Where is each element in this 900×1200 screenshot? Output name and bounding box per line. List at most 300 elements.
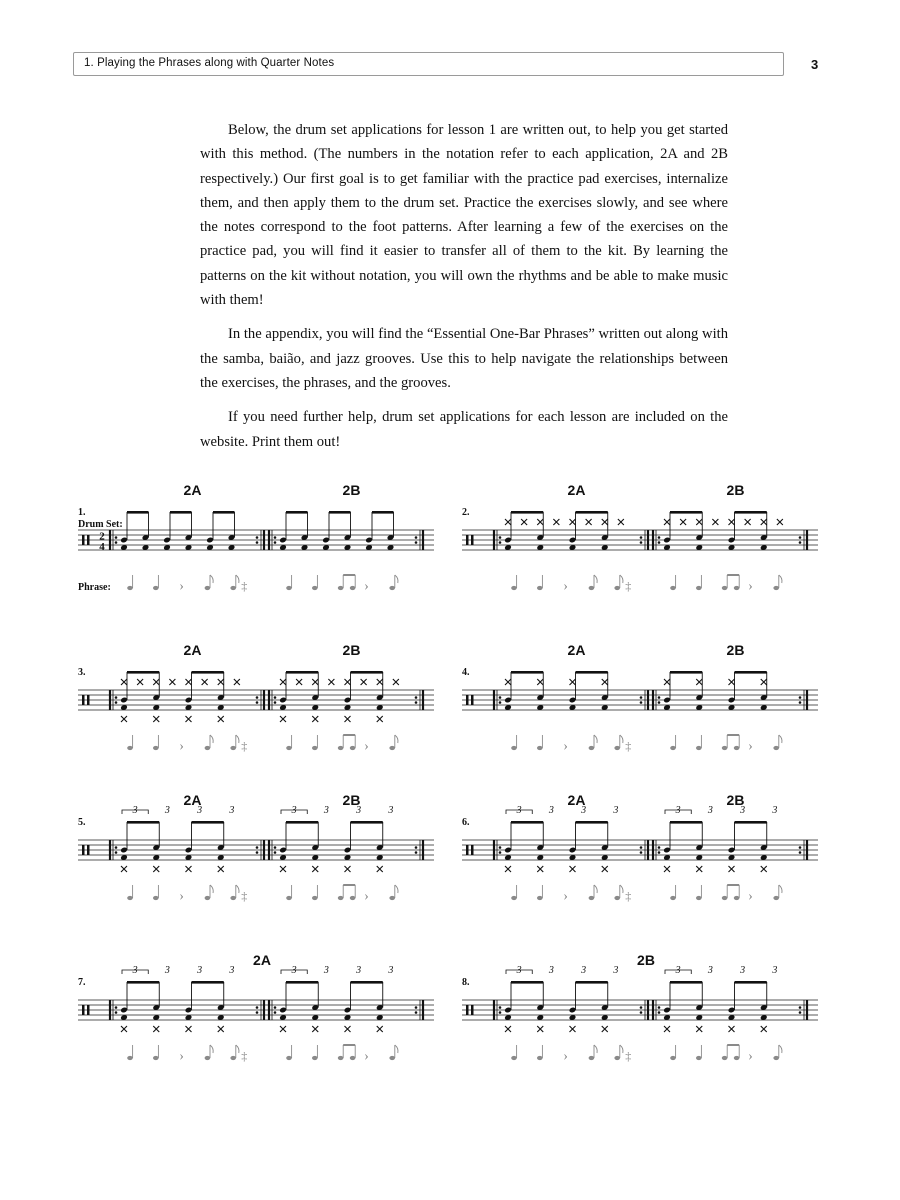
paragraph-appendix: In the appendix, you will find the “Essential One-Bar Phrases” written out along with the samba, baião, and jazz grooves. Use this to help navigate the relationships between the exercises, the phrases, and the grooves. <box>200 326 728 391</box>
repeat-dot <box>415 846 418 849</box>
triplet-number: 3 <box>356 965 362 976</box>
repeat-dot <box>115 851 118 854</box>
time-signature: 2 <box>99 530 105 543</box>
repeat-dot <box>415 536 418 539</box>
phrase-rest: › <box>179 889 184 904</box>
phrase-note-head <box>614 1056 620 1060</box>
note-beam <box>576 981 608 984</box>
phrase-rest: › <box>748 889 753 904</box>
phrase-rest: ‡ <box>241 579 248 593</box>
triplet-number: 3 <box>229 965 235 976</box>
hihat-foot-x <box>280 1026 286 1032</box>
hihat-foot-x <box>602 866 608 872</box>
phrase-note-head <box>722 896 728 900</box>
phrase-rest: › <box>748 579 753 594</box>
triplet-number: 3 <box>613 805 619 816</box>
percussion-clef-icon <box>87 1005 90 1015</box>
phrase-flag <box>594 1045 597 1053</box>
triplet-number: 3 <box>740 805 746 816</box>
phrase-note-head <box>773 746 779 750</box>
hihat-x <box>280 679 286 685</box>
repeat-dot <box>115 1011 118 1014</box>
phrase-note-head <box>696 746 702 750</box>
drum-set-label: Drum Set: <box>78 519 123 530</box>
application-label: 2A <box>567 482 586 498</box>
percussion-clef-icon <box>471 535 474 545</box>
hihat-x <box>696 519 702 525</box>
note-beam <box>329 511 351 514</box>
triplet-number: 3 <box>323 805 329 816</box>
hihat-x <box>537 679 543 685</box>
phrase-note-head <box>511 746 517 750</box>
percussion-clef-icon <box>87 535 90 545</box>
repeat-dot <box>415 701 418 704</box>
repeat-dot <box>658 1006 661 1009</box>
note-beam <box>286 821 318 824</box>
triplet-number: 3 <box>772 965 778 976</box>
phrase-note-head <box>153 1056 159 1060</box>
phrase-note-head <box>338 896 344 900</box>
phrase-flag <box>620 575 623 583</box>
repeat-dot <box>274 541 277 544</box>
repeat-dot <box>499 541 502 544</box>
repeat-dot <box>115 701 118 704</box>
percussion-clef-icon <box>471 695 474 705</box>
triplet-number: 3 <box>229 805 235 816</box>
triplet-number: 3 <box>613 965 619 976</box>
phrase-note-head <box>312 746 318 750</box>
hihat-foot-x <box>664 1026 670 1032</box>
phrase-note-head <box>205 1056 211 1060</box>
note-beam <box>286 981 318 984</box>
hihat-foot-x <box>345 866 351 872</box>
application-label: 2A <box>567 642 586 658</box>
phrase-note-head <box>614 746 620 750</box>
triplet-number: 3 <box>323 965 329 976</box>
hihat-x <box>361 679 367 685</box>
phrase-note-head <box>286 1056 292 1060</box>
phrase-note-head <box>722 1056 728 1060</box>
phrase-note-head <box>589 896 595 900</box>
phrase-flag <box>210 735 213 743</box>
phrase-note-head <box>312 1056 318 1060</box>
phrase-note-head <box>511 1056 517 1060</box>
hihat-foot-x <box>312 866 318 872</box>
phrase-note-head <box>338 1056 344 1060</box>
repeat-dot <box>115 696 118 699</box>
note-beam <box>372 511 394 514</box>
application-label: 2A <box>253 952 271 968</box>
example-number: 8. <box>462 977 470 988</box>
hihat-foot-x <box>537 866 543 872</box>
triplet-number: 3 <box>197 805 203 816</box>
triplet-number: 3 <box>291 965 297 976</box>
phrase-rest: › <box>179 579 184 594</box>
repeat-dot <box>274 696 277 699</box>
phrase-rest: ‡ <box>625 889 632 903</box>
application-label: 2B <box>342 482 361 498</box>
hihat-foot-x <box>312 716 318 722</box>
hihat-x <box>553 519 559 525</box>
phrase-rest: ‡ <box>625 739 632 753</box>
phrase-note-head <box>670 1056 676 1060</box>
phrase-note-head <box>205 896 211 900</box>
hihat-foot-x <box>121 716 127 722</box>
triplet-number: 3 <box>197 965 203 976</box>
hihat-x <box>680 519 686 525</box>
hihat-foot-x <box>186 716 192 722</box>
phrase-rest: › <box>563 739 568 754</box>
phrase-note-head <box>338 586 344 590</box>
phrase-note-head <box>537 586 543 590</box>
phrase-note-head <box>230 746 236 750</box>
phrase-note-head <box>350 746 356 750</box>
phrase-beam <box>727 1044 739 1046</box>
phrase-flag <box>779 885 782 893</box>
hihat-foot-x <box>505 866 511 872</box>
repeat-dot <box>658 1011 661 1014</box>
phrase-rest: ‡ <box>625 579 632 593</box>
note-beam <box>670 821 702 824</box>
phrase-note-head <box>696 1056 702 1060</box>
phrase-rest: › <box>748 739 753 754</box>
hihat-x <box>602 679 608 685</box>
repeat-dot <box>640 846 643 849</box>
phrase-flag <box>236 735 239 743</box>
phrase-note-head <box>153 746 159 750</box>
percussion-clef-icon <box>466 845 469 855</box>
phrase-note-head <box>389 746 395 750</box>
repeat-dot <box>640 701 643 704</box>
hihat-foot-x <box>729 1026 735 1032</box>
phrase-note-head <box>614 586 620 590</box>
repeat-dot <box>256 846 259 849</box>
note-beam <box>735 981 767 984</box>
phrase-flag <box>779 575 782 583</box>
phrase-beam <box>343 574 355 576</box>
repeat-dot <box>640 541 643 544</box>
paragraph-intro: Below, the drum set applications for lesson 1 are written out, to help you get started with this method. (The numbers in the notation refer to each application, 2A and 2B respectively.) Our first goal is to get familiar with the practice pad exercises, internalize them, and then apply them to the drum set. Practice the exercises slowly, and see where the notes correspond to the foot patterns. After learning a few of the exercises on the practice pad, you will find it easier to transfer all of them to the kit. By learning the patterns on the kit without notation, you will own the rhythms and be able to make music with them! <box>200 122 728 309</box>
hihat-foot-x <box>696 866 702 872</box>
phrase-note-head <box>153 896 159 900</box>
phrase-note-head <box>734 586 740 590</box>
hihat-foot-x <box>153 1026 159 1032</box>
phrase-note-head <box>153 586 159 590</box>
triplet-number: 3 <box>388 805 394 816</box>
phrase-flag <box>779 735 782 743</box>
repeat-dot <box>640 536 643 539</box>
note-beam <box>735 671 767 674</box>
phrase-rest: › <box>563 889 568 904</box>
phrase-note-head <box>670 896 676 900</box>
note-beam <box>192 671 224 674</box>
application-label: 2A <box>567 792 586 808</box>
hihat-foot-x <box>377 1026 383 1032</box>
phrase-rest: ‡ <box>625 1049 632 1063</box>
phrase-note-head <box>286 586 292 590</box>
triplet-number: 3 <box>548 965 554 976</box>
phrase-note-head <box>350 1056 356 1060</box>
repeat-dot <box>640 1006 643 1009</box>
hihat-x <box>712 519 718 525</box>
hihat-x <box>328 679 334 685</box>
phrase-note-head <box>127 896 133 900</box>
percussion-clef-icon <box>87 845 90 855</box>
triplet-number: 3 <box>164 965 170 976</box>
hihat-x <box>202 679 208 685</box>
hihat-x <box>296 679 302 685</box>
repeat-dot <box>415 541 418 544</box>
repeat-dot <box>256 536 259 539</box>
hihat-foot-x <box>505 1026 511 1032</box>
triplet-number: 3 <box>132 805 138 816</box>
hihat-x <box>393 679 399 685</box>
repeat-dot <box>256 696 259 699</box>
hihat-foot-x <box>153 716 159 722</box>
repeat-dot <box>415 1011 418 1014</box>
repeat-dot <box>274 701 277 704</box>
repeat-dot <box>415 851 418 854</box>
hihat-foot-x <box>280 866 286 872</box>
note-beam <box>511 511 543 514</box>
note-beam <box>192 821 224 824</box>
note-beam <box>127 821 159 824</box>
hihat-foot-x <box>696 1026 702 1032</box>
phrase-rest: › <box>748 1049 753 1064</box>
hihat-foot-x <box>664 866 670 872</box>
application-label: 2B <box>726 642 745 658</box>
repeat-dot <box>799 1011 802 1014</box>
triplet-number: 3 <box>548 805 554 816</box>
note-beam <box>735 821 767 824</box>
repeat-dot <box>499 696 502 699</box>
repeat-dot <box>799 846 802 849</box>
repeat-dot <box>274 846 277 849</box>
phrase-note-head <box>127 746 133 750</box>
triplet-number: 3 <box>581 805 587 816</box>
example-number: 3. <box>78 667 86 678</box>
phrase-label: Phrase: <box>78 582 111 593</box>
triplet-number: 3 <box>707 805 713 816</box>
hihat-foot-x <box>377 866 383 872</box>
phrase-rest: › <box>364 1049 369 1064</box>
phrase-rest: › <box>563 1049 568 1064</box>
phrase-rest: › <box>364 579 369 594</box>
note-beam <box>511 821 543 824</box>
application-label: 2A <box>183 642 202 658</box>
repeat-dot <box>115 846 118 849</box>
phrase-note-head <box>734 746 740 750</box>
phrase-rest: › <box>179 1049 184 1064</box>
repeat-dot <box>415 1006 418 1009</box>
percussion-clef-icon <box>82 1005 85 1015</box>
repeat-dot <box>658 851 661 854</box>
example-number: 4. <box>462 667 470 678</box>
hihat-x <box>761 679 767 685</box>
phrase-beam <box>727 884 739 886</box>
phrase-rest: › <box>364 739 369 754</box>
percussion-clef-icon <box>471 1005 474 1015</box>
percussion-clef-icon <box>82 845 85 855</box>
example-number: 1. <box>78 507 86 518</box>
hihat-foot-x <box>218 866 224 872</box>
triplet-number: 3 <box>581 965 587 976</box>
repeat-dot <box>274 851 277 854</box>
note-beam <box>670 511 702 514</box>
triplet-number: 3 <box>707 965 713 976</box>
time-signature: 4 <box>99 541 105 553</box>
repeat-dot <box>115 541 118 544</box>
phrase-beam <box>727 574 739 576</box>
percussion-clef-icon <box>471 845 474 855</box>
note-beam <box>286 511 308 514</box>
triplet-number: 3 <box>356 805 362 816</box>
phrase-rest: › <box>364 889 369 904</box>
hihat-foot-x <box>312 1026 318 1032</box>
phrase-flag <box>210 575 213 583</box>
application-label: 2A <box>183 792 202 808</box>
phrase-flag <box>236 575 239 583</box>
application-label: 2B <box>637 952 655 968</box>
note-beam <box>127 981 159 984</box>
percussion-clef-icon <box>466 535 469 545</box>
phrase-note-head <box>511 586 517 590</box>
repeat-dot <box>256 1011 259 1014</box>
note-beam <box>170 511 192 514</box>
hihat-foot-x <box>218 1026 224 1032</box>
hihat-foot-x <box>377 716 383 722</box>
triplet-number: 3 <box>516 805 522 816</box>
hihat-x <box>137 679 143 685</box>
example-number: 2. <box>462 507 470 518</box>
phrase-beam <box>343 734 355 736</box>
note-beam <box>351 981 383 984</box>
repeat-dot <box>799 696 802 699</box>
example-number: 5. <box>78 817 86 828</box>
phrase-note-head <box>127 1056 133 1060</box>
hihat-x <box>345 679 351 685</box>
phrase-flag <box>395 885 398 893</box>
note-beam <box>735 511 767 514</box>
repeat-dot <box>799 701 802 704</box>
hihat-x <box>186 679 192 685</box>
repeat-dot <box>499 851 502 854</box>
hihat-x <box>505 679 511 685</box>
phrase-rest: › <box>563 579 568 594</box>
repeat-dot <box>658 696 661 699</box>
repeat-dot <box>274 1011 277 1014</box>
phrase-note-head <box>230 896 236 900</box>
hihat-x <box>664 519 670 525</box>
application-label: 2A <box>183 482 202 498</box>
repeat-dot <box>256 701 259 704</box>
hihat-foot-x <box>602 1026 608 1032</box>
note-beam <box>576 821 608 824</box>
phrase-note-head <box>230 1056 236 1060</box>
phrase-note-head <box>670 746 676 750</box>
hihat-foot-x <box>729 866 735 872</box>
phrase-rest: › <box>179 739 184 754</box>
phrase-note-head <box>127 586 133 590</box>
phrase-note-head <box>286 896 292 900</box>
phrase-note-head <box>389 1056 395 1060</box>
phrase-note-head <box>205 586 211 590</box>
percussion-clef-icon <box>82 695 85 705</box>
phrase-note-head <box>230 586 236 590</box>
hihat-x <box>121 679 127 685</box>
phrase-note-head <box>696 896 702 900</box>
phrase-rest: ‡ <box>241 889 248 903</box>
hihat-foot-x <box>186 1026 192 1032</box>
note-beam <box>511 981 543 984</box>
body-text <box>200 118 728 464</box>
hihat-x <box>618 519 624 525</box>
repeat-dot <box>640 851 643 854</box>
phrase-note-head <box>773 586 779 590</box>
phrase-flag <box>395 1045 398 1053</box>
repeat-dot <box>499 1011 502 1014</box>
repeat-dot <box>799 851 802 854</box>
paragraph-website: If you need further help, drum set applications for each lesson are included on the website. Print them out! <box>200 409 728 450</box>
phrase-note-head <box>734 1056 740 1060</box>
hihat-x <box>312 679 318 685</box>
repeat-dot <box>799 1006 802 1009</box>
hihat-x <box>664 679 670 685</box>
hihat-foot-x <box>570 1026 576 1032</box>
hihat-foot-x <box>345 716 351 722</box>
hihat-x <box>696 679 702 685</box>
hihat-foot-x <box>280 716 286 722</box>
hihat-foot-x <box>537 1026 543 1032</box>
note-beam <box>351 821 383 824</box>
example-number: 7. <box>78 977 86 988</box>
application-label: 2B <box>726 792 745 808</box>
application-label: 2B <box>342 642 361 658</box>
phrase-flag <box>620 1045 623 1053</box>
repeat-dot <box>256 541 259 544</box>
percussion-clef-icon <box>82 535 85 545</box>
phrase-note-head <box>205 746 211 750</box>
phrase-note-head <box>286 746 292 750</box>
phrase-note-head <box>589 746 595 750</box>
hihat-x <box>377 679 383 685</box>
phrase-note-head <box>734 896 740 900</box>
hihat-x <box>169 679 175 685</box>
phrase-note-head <box>312 896 318 900</box>
repeat-dot <box>499 846 502 849</box>
page-number: 3 <box>811 57 819 72</box>
application-label: 2B <box>342 792 361 808</box>
triplet-number: 3 <box>516 965 522 976</box>
phrase-note-head <box>722 746 728 750</box>
phrase-note-head <box>614 896 620 900</box>
phrase-flag <box>620 735 623 743</box>
hihat-x <box>729 519 735 525</box>
phrase-flag <box>779 1045 782 1053</box>
phrase-flag <box>620 885 623 893</box>
hihat-x <box>218 679 224 685</box>
hihat-foot-x <box>570 866 576 872</box>
percussion-clef-icon <box>466 1005 469 1015</box>
hihat-x <box>153 679 159 685</box>
note-beam <box>670 671 702 674</box>
example-number: 6. <box>462 817 470 828</box>
phrase-note-head <box>537 896 543 900</box>
phrase-flag <box>236 885 239 893</box>
note-beam <box>127 511 149 514</box>
phrase-note-head <box>670 586 676 590</box>
hihat-x <box>570 519 576 525</box>
